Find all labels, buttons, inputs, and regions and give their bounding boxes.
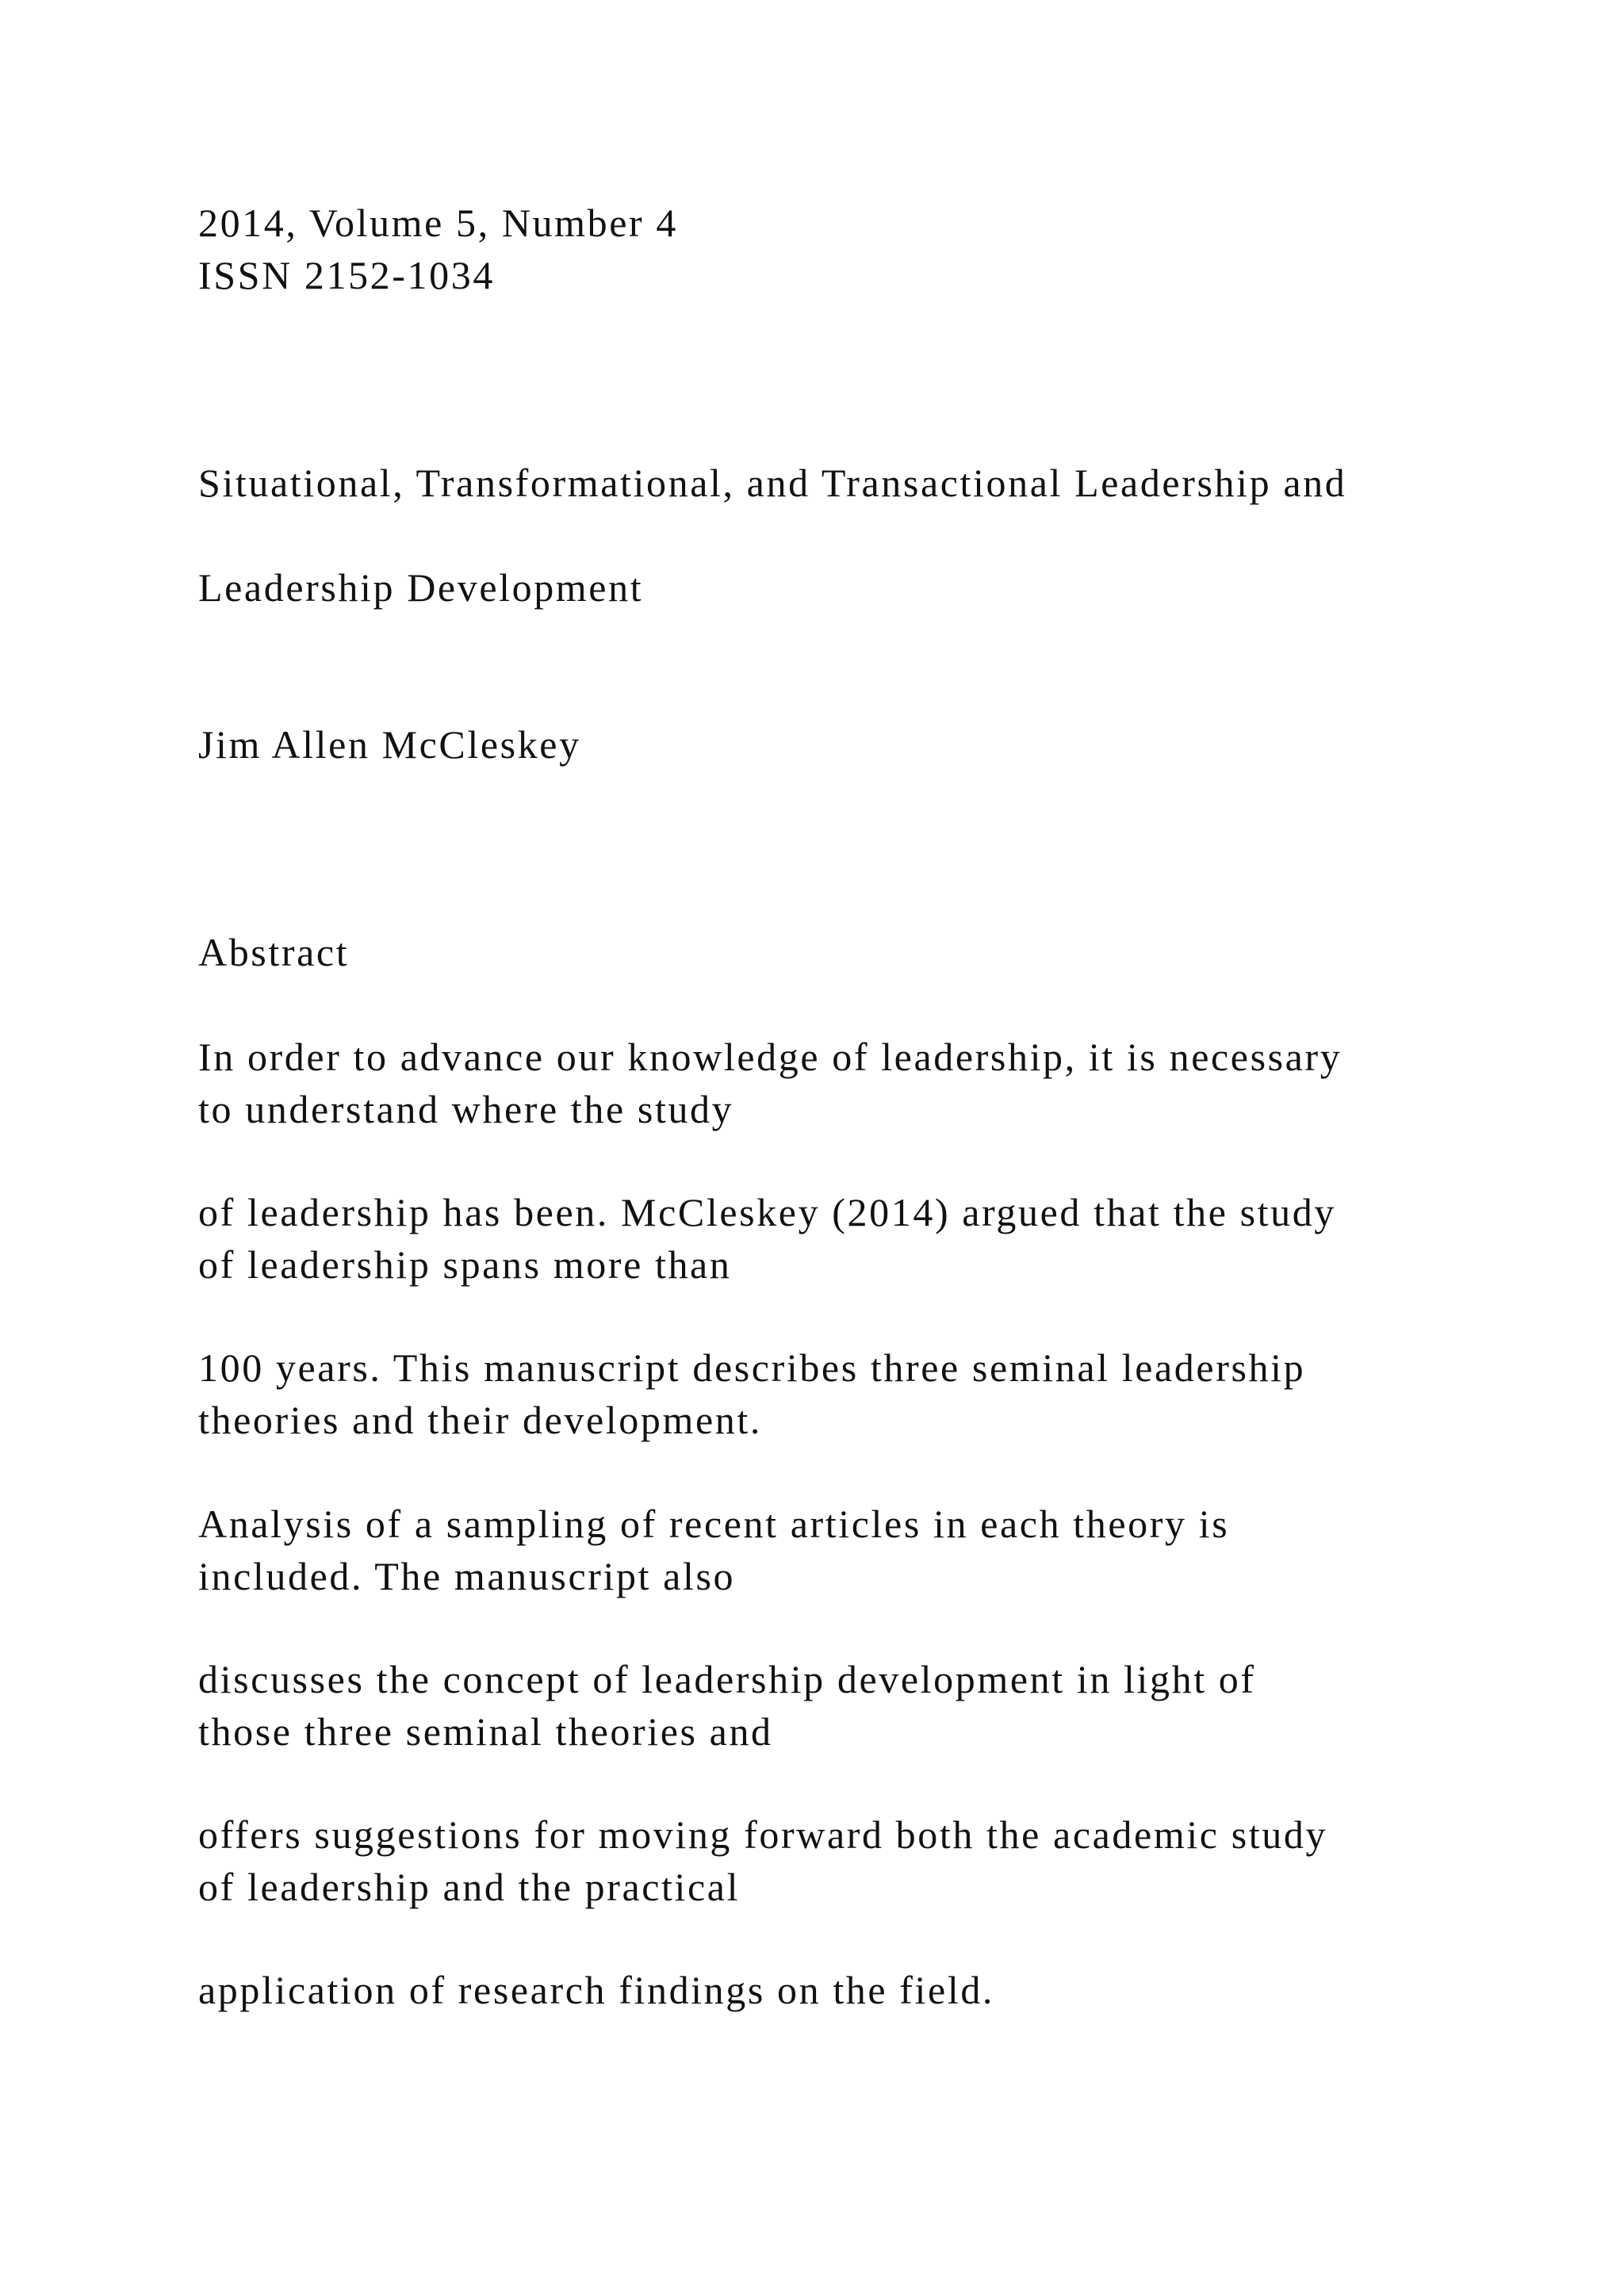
title-line-2: Leadership Development <box>198 565 644 610</box>
abstract-line: application of research findings on the field. <box>198 1968 995 2012</box>
abstract-line: theories and their development. <box>198 1398 762 1442</box>
abstract-line: 100 years. This manuscript describes three seminal leadership <box>198 1345 1306 1390</box>
title-line-1: Situational, Transformational, and Transactional Leadership and <box>198 461 1347 505</box>
volume-line: 2014, Volume 5, Number 4 <box>198 201 678 245</box>
abstract-line: discusses the concept of leadership development in light of <box>198 1657 1256 1701</box>
author-name: Jim Allen McCleskey <box>198 722 581 767</box>
abstract-line: of leadership and the practical <box>198 1865 741 1909</box>
abstract-heading: Abstract <box>198 930 350 974</box>
abstract-line: included. The manuscript also <box>198 1554 736 1598</box>
abstract-line: of leadership spans more than <box>198 1242 732 1287</box>
abstract-line: those three seminal theories and <box>198 1709 773 1754</box>
abstract-line: In order to advance our knowledge of leadership, it is necessary <box>198 1035 1342 1079</box>
issn-line: ISSN 2152-1034 <box>198 253 495 297</box>
abstract-line: Analysis of a sampling of recent articles in each theory is <box>198 1502 1230 1546</box>
abstract-line: offers suggestions for moving forward both the academic study <box>198 1812 1328 1857</box>
abstract-line: to understand where the study <box>198 1087 734 1131</box>
abstract-line: of leadership has been. McCleskey (2014) argued that the study <box>198 1190 1336 1234</box>
